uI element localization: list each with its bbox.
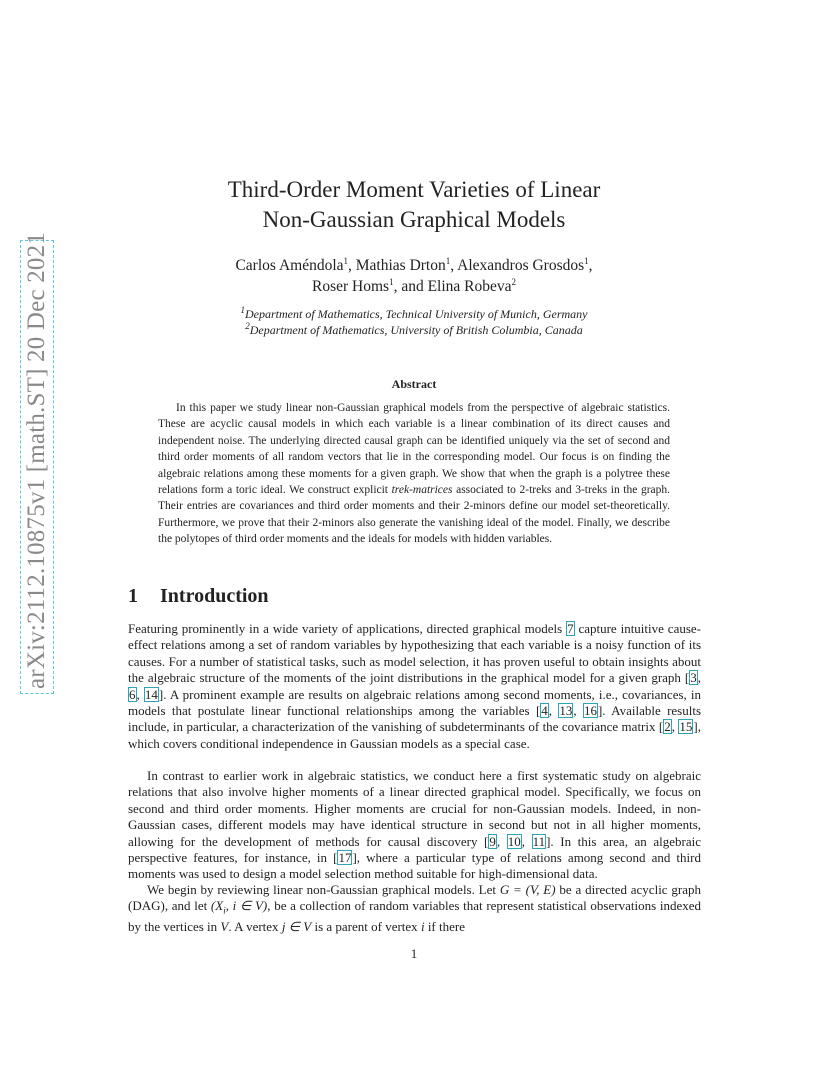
citation-link[interactable]: 2 xyxy=(664,719,671,735)
body-text: In contrast to earlier work in algebraic statistics, we conduct here a first systematic study on algebraic relations that also involve higher moments of a linear directed graphical model. Specifically, we focus on second and third order moments. Higher moments are crucial for non-Gaussian models. Indeed, in non-Gaussian cases, different models may have identical structure in second but not in all higher moments, allowing for the development of methods for causal discovery [ xyxy=(128,768,701,849)
author-name: , Alexandros Grosdos xyxy=(450,257,585,275)
author-affil-mark: 2 xyxy=(511,277,517,287)
affiliation-text: Department of Mathematics, University of British Columbia, Canada xyxy=(249,323,583,337)
body-text: if there xyxy=(424,919,465,935)
citation-separator: , xyxy=(573,703,583,719)
body-text: ], where a particular type of relations among second and third moments was used to design a model selection method suitable for high-dimensional data. xyxy=(128,850,701,882)
affiliation-text: Department of Mathematics, Technical University of Munich, Germany xyxy=(245,307,588,321)
citation-separator: , xyxy=(521,833,532,849)
arxiv-stamp xyxy=(20,232,54,694)
body-text: ], which covers conditional independence in Gaussian models as a special case. xyxy=(128,719,701,751)
paper-title-line-1: Third-Order Moment Varieties of Linear xyxy=(227,177,601,202)
author-name: , and Elina Robeva xyxy=(393,278,512,296)
body-text: ]. A prominent example are results on algebraic relations among second moments, i.e., covariances, in models that postulate linear functional relationships among the variables [ xyxy=(128,686,701,719)
abstract-emphasis: trek-matrices xyxy=(391,484,453,497)
abstract-text: In this paper we study linear non-Gaussian graphical models from the perspective of algebraic statistics. These are acyclic causal models in which each variable is a linear combination of its direct causes and independent noise. The underlying directed causal graph can be identified uniquely via the set of second and third order moments of all random vectors that lie in the corresponding model. Our focus is on finding the algebraic relations among these moments for a given graph. We show that when the graph is a polytree these relations form a toric ideal. We construct explicit xyxy=(158,402,670,497)
citation-link[interactable]: 9 xyxy=(489,833,496,849)
body-text: . A vertex xyxy=(228,919,282,935)
citation-separator: , xyxy=(671,719,679,735)
paper-title-line-2: Non-Gaussian Graphical Models xyxy=(262,207,566,232)
author-affil-mark: 1 xyxy=(584,256,589,266)
body-text: is a parent of vertex xyxy=(311,919,421,935)
citation-separator: , xyxy=(548,703,559,719)
citation-link[interactable]: 3 xyxy=(690,670,697,686)
affiliation-2 xyxy=(128,318,700,338)
citation-separator: , xyxy=(496,833,507,849)
section-title: Introduction xyxy=(160,585,269,607)
math-expression: G = (V, E) xyxy=(499,882,556,897)
body-text: capture intuitive cause-effect relations among a set of random variables by hypothesizing that each variable is a noisy function of its causes. For a number of statistical tasks, such as model selection, it has proven useful to obtain insights about the algebraic structure of the moments of the joint distributions in the graphical model for a given graph [ xyxy=(128,621,702,686)
math-expression: , i ∈ V) xyxy=(225,898,268,914)
math-expression: i xyxy=(420,919,425,935)
body-text: be a directed acyclic graph (DAG), and let xyxy=(128,882,701,914)
citation-link[interactable]: 16 xyxy=(583,703,597,719)
body-text: ]. In this area, an algebraic perspective features, for instance, in [ xyxy=(128,833,702,866)
math-expression: (X xyxy=(210,898,224,914)
math-subscript: i xyxy=(223,906,226,916)
author-affil-mark: 1 xyxy=(343,256,349,266)
author-name: , Mathias Drton xyxy=(348,257,446,275)
authors-line-2 xyxy=(128,271,700,298)
math-expression: j ∈ V xyxy=(281,919,312,935)
affiliation-mark: 1 xyxy=(240,305,245,315)
intro-paragraph-2 xyxy=(128,768,701,883)
body-text: Featuring prominently in a wide variety of applications, directed graphical models xyxy=(128,621,567,636)
abstract-body xyxy=(158,400,670,548)
citation-link[interactable]: 11 xyxy=(532,833,546,849)
citation-link[interactable]: 4 xyxy=(541,703,548,719)
arxiv-identifier: arXiv:2112.10875v1 [math.ST] 20 Dec 2021 xyxy=(23,232,50,689)
author-separator: , xyxy=(588,257,593,275)
body-text: ]. Available results include, in particular, a characterization of the vanishing of subdeterminants of the covariance matrix [ xyxy=(128,703,702,735)
abstract-text: associated to 2-treks and 3-treks in the graph. Their entries are covariances and third order moments and their 2-minors define our model set-theoretically. Furthermore, we prove that their 2-minors also generate the vanishing ideal of the model. Finally, we describe the polytopes of third order moments and the ideals for models with hidden variables. xyxy=(158,484,671,546)
page-number: 1 xyxy=(410,946,418,961)
intro-paragraph-3 xyxy=(128,882,701,936)
citation-separator: , xyxy=(136,686,144,702)
author-affil-mark: 1 xyxy=(389,277,394,287)
citation-link[interactable]: 7 xyxy=(567,621,574,636)
author-affil-mark: 1 xyxy=(445,256,451,266)
section-heading xyxy=(128,585,269,608)
body-text: , be a collection of random variables that represent statistical observations indexed by the vertices in xyxy=(128,898,701,935)
section-number: 1 xyxy=(128,585,138,607)
citation-separator: , xyxy=(697,670,701,686)
citation-link[interactable]: 10 xyxy=(507,833,521,849)
citation-link[interactable]: 15 xyxy=(679,719,693,735)
citation-link[interactable]: 14 xyxy=(144,686,158,702)
citation-link[interactable]: 6 xyxy=(129,686,136,702)
abstract-heading: Abstract xyxy=(391,377,437,391)
intro-paragraph-1 xyxy=(128,621,701,752)
author-name: Carlos Améndola xyxy=(235,257,344,275)
affiliation-mark: 2 xyxy=(245,321,250,331)
author-name: Roser Homs xyxy=(311,278,390,296)
citation-link[interactable]: 17 xyxy=(338,850,352,866)
body-text: We begin by reviewing linear non-Gaussian graphical models. Let xyxy=(147,882,500,897)
citation-link[interactable]: 13 xyxy=(559,703,573,719)
math-expression: V xyxy=(220,919,229,935)
